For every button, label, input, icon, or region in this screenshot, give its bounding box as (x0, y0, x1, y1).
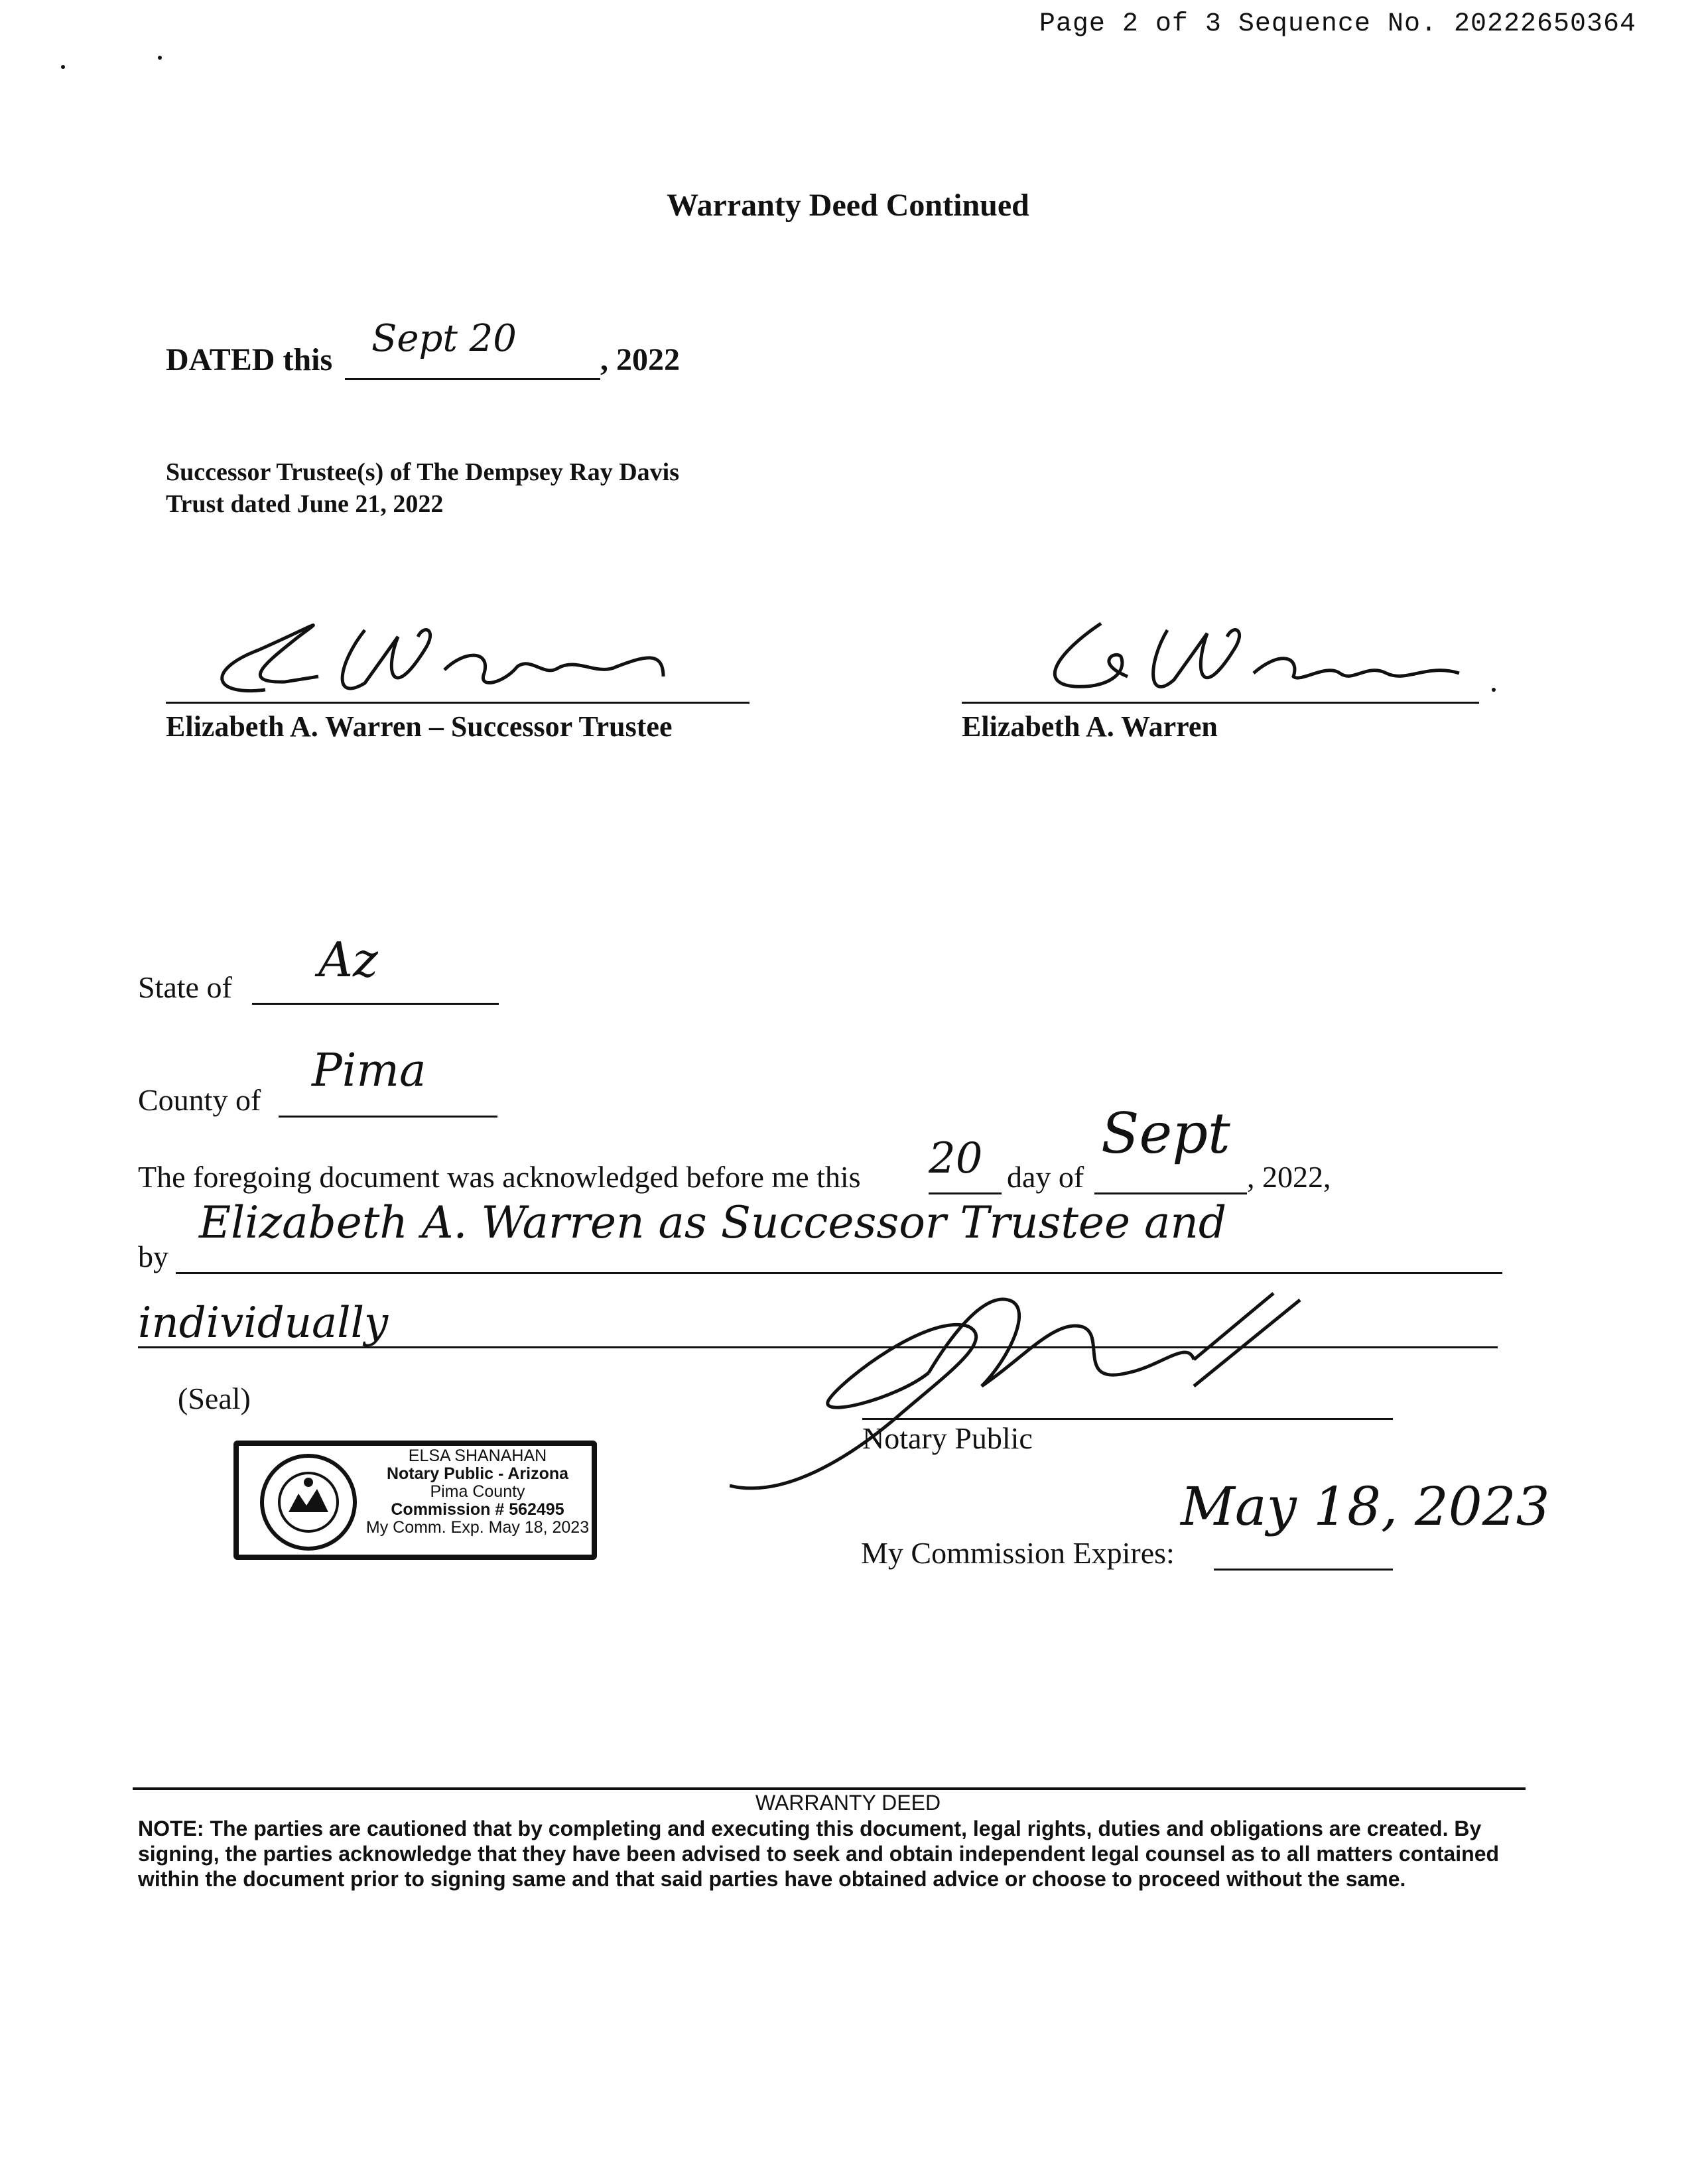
acknowledgment-text: The foregoing document was acknowledged before me this (138, 1160, 861, 1194)
page-sequence-header: Page 2 of 3 Sequence No. 20222650364 (1039, 9, 1636, 39)
document-title: Warranty Deed Continued (667, 188, 1029, 223)
day-of-label: day of (1007, 1160, 1084, 1194)
footer-legal-note: NOTE: The parties are cautioned that by completing and executing this document, legal rights, duties and obligations are created. By signing, the parties acknowledge that they have been advised to seek and obtain independent legal counsel as to all matters contained within the document prior to signing same and that said parties have obtained advice or choose to proceed without the same. (138, 1817, 1500, 1891)
signature-label-2: Elizabeth A. Warren (962, 710, 1218, 743)
seal-label: (Seal) (178, 1381, 251, 1415)
trustee-heading-line1: Successor Trustee(s) of The Dempsey Ray Davis (166, 458, 680, 486)
stamp-line-title: Notary Public - Arizona (386, 1464, 569, 1483)
signature-label-1: Elizabeth A. Warren – Successor Trustee (166, 710, 673, 743)
county-handwritten-value: Pima (312, 1045, 426, 1097)
month-underline (1094, 1192, 1247, 1194)
state-underline (252, 1003, 499, 1005)
state-handwritten-value: Az (318, 932, 378, 988)
by-handwritten-line2: individually (138, 1299, 389, 1348)
stamp-line-commission: Commission # 562495 (391, 1500, 564, 1519)
acknowledgment-year: , 2022, (1247, 1160, 1331, 1194)
commission-expires-label: My Commission Expires: (861, 1536, 1175, 1570)
trustee-signature-2 (995, 610, 1499, 710)
footer-rule (133, 1787, 1526, 1790)
by-underline-1 (176, 1272, 1502, 1274)
state-label: State of (138, 970, 232, 1004)
scan-speck (61, 65, 65, 69)
dated-year: , 2022 (600, 342, 680, 377)
stamp-line-name: ELSA SHANAHAN (408, 1446, 547, 1465)
signature-line-2 (962, 702, 1479, 704)
month-handwritten-value: Sept (1101, 1101, 1230, 1166)
notary-underline (862, 1418, 1393, 1420)
dated-underline (345, 378, 600, 380)
notary-public-label: Notary Public (862, 1421, 1033, 1455)
commission-underline (1214, 1569, 1393, 1571)
by-label: by (138, 1240, 168, 1273)
arizona-state-seal-icon (259, 1452, 358, 1552)
commission-expires-handwritten-value: May 18, 2023 (1181, 1476, 1550, 1537)
trustee-signature-1 (186, 610, 743, 710)
county-underline (279, 1116, 497, 1118)
by-handwritten-line1: Elizabeth A. Warren as Successor Trustee and (199, 1197, 1227, 1248)
day-underline (929, 1192, 1002, 1194)
day-handwritten-value: 20 (929, 1134, 983, 1183)
stamp-line-expiry: My Comm. Exp. May 18, 2023 (365, 1518, 590, 1537)
footer-title: WARRANTY DEED (755, 1791, 941, 1815)
notary-stamp (233, 1441, 597, 1560)
dated-label: DATED this (166, 342, 333, 377)
dated-handwritten-value: Sept 20 (371, 317, 517, 360)
signature-line-1 (166, 702, 750, 704)
stamp-line-county: Pima County (430, 1482, 525, 1501)
trustee-heading-line2: Trust dated June 21, 2022 (166, 490, 444, 518)
county-label: County of (138, 1083, 261, 1117)
notary-signature (730, 1280, 1327, 1499)
scan-speck (158, 56, 162, 60)
